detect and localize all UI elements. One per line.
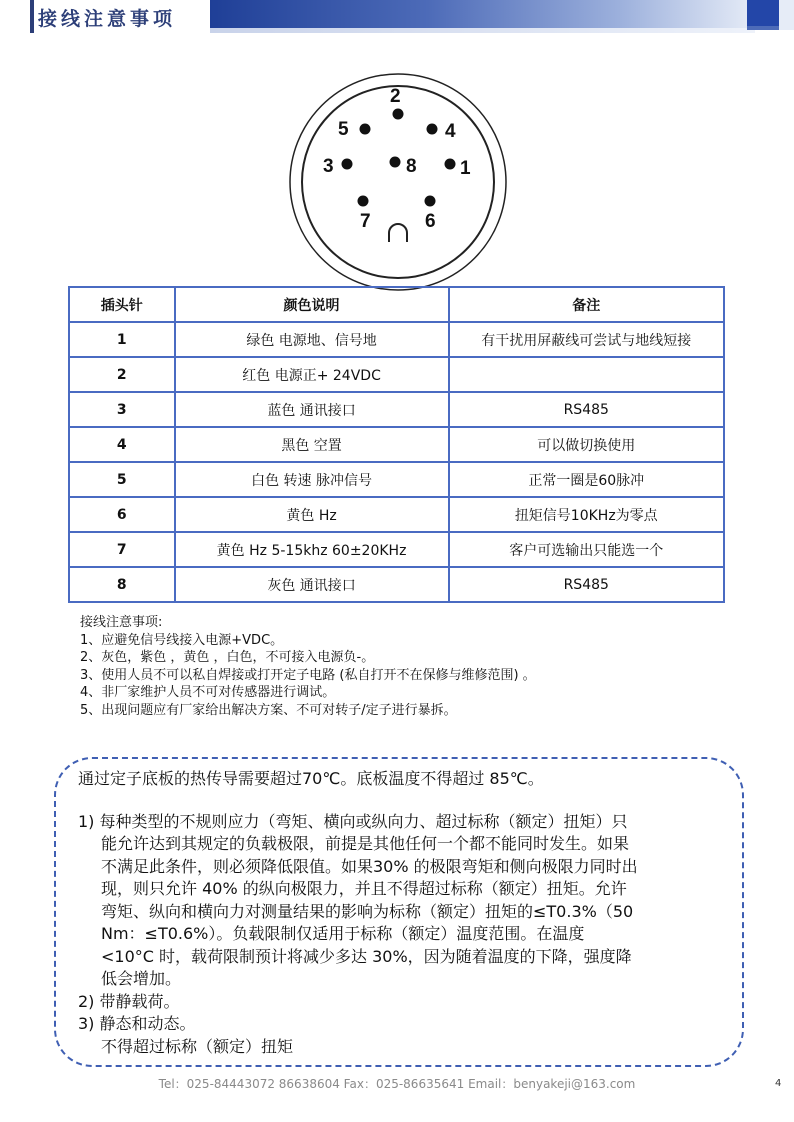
header-note: 备注 bbox=[449, 287, 724, 322]
cell-pin: 8 bbox=[69, 567, 175, 602]
cell-note: 扭矩信号10KHz为零点 bbox=[449, 497, 724, 532]
footer-contact: Tel：025-84443072 86638604 Fax：025-86635641 Email：benyakeji@163.com bbox=[158, 1077, 636, 1091]
box-item1-line: <10°C 时，载荷限制预计将减少多达 30%，因为随着温度的下降，强度降 bbox=[101, 946, 632, 966]
page-title: 接线注意事项 bbox=[38, 8, 177, 30]
box-item1-line: 1) 每种类型的不规则应力（弯矩、横向或纵向力、超过标称（额定）扭矩）只 bbox=[78, 811, 628, 831]
cell-note: 有干扰用屏蔽线可尝试与地线短接 bbox=[449, 322, 724, 357]
header-block bbox=[747, 0, 779, 26]
pin-label-6: 6 bbox=[425, 211, 436, 232]
header-block-shadow bbox=[747, 26, 779, 30]
pin-label-3: 3 bbox=[323, 156, 334, 177]
cell-color: 黑色 空置 bbox=[175, 427, 449, 462]
box-item2: 2) 带静载荷。 bbox=[78, 991, 180, 1011]
table-row bbox=[69, 497, 724, 532]
cell-note: 正常一圈是60脉冲 bbox=[449, 462, 724, 497]
header-stripe-shadow bbox=[210, 28, 755, 33]
box-item3: 3) 静态和动态。 bbox=[78, 1014, 196, 1033]
table-row bbox=[69, 322, 724, 357]
pin-label-4: 4 bbox=[445, 121, 456, 142]
pin-dot-7 bbox=[358, 196, 369, 207]
pin-dot-4 bbox=[427, 124, 438, 135]
page-header bbox=[0, 0, 794, 33]
cell-color: 红色 电源正+ 24VDC bbox=[175, 357, 449, 392]
cell-note: RS485 bbox=[449, 392, 724, 427]
pin-dot-3 bbox=[342, 159, 353, 170]
box-item3-sub: 不得超过标称（额定）扭矩 bbox=[101, 1036, 294, 1056]
header-block-edge bbox=[779, 0, 794, 30]
cell-color: 黄色 Hz bbox=[175, 497, 449, 532]
cell-pin: 4 bbox=[69, 427, 175, 462]
pin-label-7: 7 bbox=[360, 211, 371, 232]
pin-dot-6 bbox=[425, 196, 436, 207]
cell-color: 灰色 通讯接口 bbox=[175, 567, 449, 602]
cell-pin: 2 bbox=[69, 357, 175, 392]
table-row bbox=[69, 392, 724, 427]
cell-pin: 3 bbox=[69, 392, 175, 427]
table-header-row bbox=[69, 287, 724, 322]
wiring-notes bbox=[80, 614, 720, 719]
box-intro: 通过定子底板的热传导需要超过70℃。底板温度不得超过 85℃。 bbox=[78, 769, 544, 788]
note-item: 2、灰色，紫色 ，黄色 ，白色，不可接入电源负-。 bbox=[80, 650, 375, 665]
cell-note bbox=[449, 357, 724, 392]
cell-pin: 5 bbox=[69, 462, 175, 497]
pin-dot-1 bbox=[445, 159, 456, 170]
header-pin: 插头针 bbox=[69, 287, 175, 322]
cell-note: RS485 bbox=[449, 567, 724, 602]
pin-dot-5 bbox=[360, 124, 371, 135]
load-limit-text bbox=[78, 768, 734, 1058]
pin-label-1: 1 bbox=[460, 158, 471, 179]
pin-label-2: 2 bbox=[390, 86, 401, 107]
pin-dot-2 bbox=[393, 109, 404, 120]
box-item1-line: 弯矩、纵向和横向力对测量结果的影响为标称（额定）扭矩的≤T0.3%（50 bbox=[101, 901, 634, 921]
table-row bbox=[69, 427, 724, 462]
pin-dot-8 bbox=[390, 157, 401, 168]
note-item: 4、非厂家维护人员不可对传感器进行调试。 bbox=[80, 685, 336, 700]
table-row bbox=[69, 462, 724, 497]
cell-color: 绿色 电源地、信号地 bbox=[175, 322, 449, 357]
note-item: 1、应避免信号线接入电源+VDC。 bbox=[80, 632, 284, 648]
connector-key-notch bbox=[389, 224, 407, 242]
cell-color: 蓝色 通讯接口 bbox=[175, 392, 449, 427]
box-item1-line: 能允许达到其规定的负载极限，前提是其他任何一个都不能同时发生。如果 bbox=[101, 834, 630, 853]
cell-pin: 7 bbox=[69, 532, 175, 567]
box-item1-line: Nm：≤T0.6%）。负载限制仅适用于标称（额定）温度范围。在温度 bbox=[101, 924, 585, 943]
header-stripe bbox=[210, 0, 755, 28]
cell-color: 黄色 Hz 5-15khz 60±20KHz bbox=[175, 532, 449, 567]
cell-note: 可以做切换使用 bbox=[449, 427, 724, 462]
box-item1-line: 不满足此条件，则必须降低限值。如果30% 的极限弯矩和侧向极限力同时出 bbox=[101, 856, 638, 876]
box-item1-line: 低会增加。 bbox=[101, 969, 182, 988]
table-row bbox=[69, 532, 724, 567]
pin-label-8: 8 bbox=[406, 156, 417, 177]
table-row bbox=[69, 357, 724, 392]
cell-pin: 6 bbox=[69, 497, 175, 532]
pin-color-table bbox=[68, 286, 725, 603]
table-row bbox=[69, 567, 724, 602]
connector-diagram bbox=[286, 70, 510, 294]
cell-color: 白色 转速 脉冲信号 bbox=[175, 462, 449, 497]
cell-note: 客户可选输出只能选一个 bbox=[449, 532, 724, 567]
pin-label-5: 5 bbox=[338, 119, 349, 140]
header-accent-bar bbox=[30, 0, 34, 33]
box-item1-line: 现，则只允许 40% 的纵向极限力，并且不得超过标称（额定）扭矩。允许 bbox=[101, 879, 627, 898]
header-color: 颜色说明 bbox=[175, 287, 449, 322]
notes-title: 接线注意事项: bbox=[80, 615, 163, 630]
page-number: 4 bbox=[775, 1078, 782, 1089]
cell-pin: 1 bbox=[69, 322, 175, 357]
note-item: 3、使用人员不可以私自焊接或打开定子电路 (私自打开不在保修与维修范围) 。 bbox=[80, 667, 536, 683]
note-item: 5、出现问题应有厂家给出解决方案、不可对转子/定子进行暴拆。 bbox=[80, 702, 457, 718]
